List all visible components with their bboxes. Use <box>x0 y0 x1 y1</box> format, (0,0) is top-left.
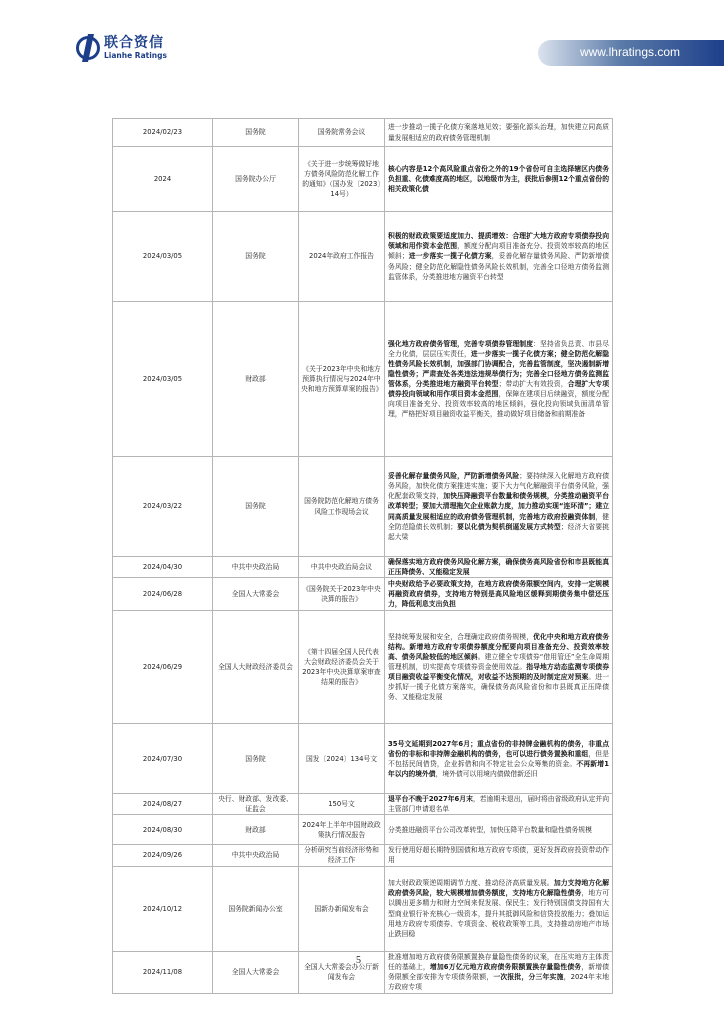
table-row <box>113 845 613 866</box>
date-cell: 2024/08/30 <box>113 815 213 845</box>
document-cell: 国新办新闻发布会 <box>299 866 385 951</box>
content-cell <box>385 794 613 815</box>
document-cell: 150号文 <box>299 794 385 815</box>
content-cell <box>385 866 613 951</box>
text: 。建立健全专项债券“借用管还”全生命周期管理机制，切实提高专项债券资金使用效益。 <box>388 653 610 672</box>
text: 。进一步抓好一揽子化债方案落实，确保债务高风险省份和市县既真正压降债务、又能稳定发展 <box>388 673 610 702</box>
table-row <box>113 815 613 845</box>
text: 坚持统筹发展和安全，合理确定政府债务规模， <box>388 632 534 641</box>
issuer-cell: 国务院新闻办公室 <box>213 866 299 951</box>
text: ，但是不包括民间借贷，企业拆借和向不特定社会公众筹集的资金。 <box>388 749 610 768</box>
issuer-cell: 国务院办公厅 <box>213 147 299 212</box>
issuer-cell: 全国人大常委会 <box>213 578 299 611</box>
content-cell <box>385 845 613 866</box>
bold-text: 指导地方动态监测专项债券项目融资收益平衡变化情况，对收益不达预期的及时制定应对预案 <box>388 663 610 682</box>
date-cell: 2024/08/27 <box>113 794 213 815</box>
content-cell <box>385 557 613 578</box>
text: ；带动扩大有效投资， <box>498 380 568 388</box>
table-row <box>113 724 613 794</box>
table-row <box>113 794 613 815</box>
text: 分类推进融资平台公司改革转型，加快压降平台数量和隐性债务规模 <box>388 825 592 834</box>
issuer-cell: 国务院 <box>213 457 299 557</box>
issuer-cell: 全国人大财政经济委员会 <box>213 611 299 724</box>
issuer-cell: 国务院 <box>213 212 299 302</box>
issuer-cell: 中共中央政治局 <box>213 845 299 866</box>
bold-text: 增加6万亿元地方政府债务限额置换存量隐性债务 <box>429 962 582 971</box>
page-number: 5 <box>356 955 361 966</box>
text: ，地方可以腾出更多精力和财力空间来促发展、保民生；发行特别国债支持国有大型商业银行补充核心一级资本，提升其抵御风险和信贷投放能力；叠加运用地方政府专项债券、专项资金、税收政策等工具，支持推动房地产市场止跌回稳 <box>388 889 610 938</box>
date-cell: 2024/02/23 <box>113 119 213 147</box>
text: ，2024年末地方政府专项 <box>388 973 610 992</box>
issuer-cell: 全国人大常委会 <box>213 951 299 993</box>
issuer-cell: 财政部 <box>213 302 299 457</box>
content-cell <box>385 611 613 724</box>
date-cell: 2024/06/29 <box>113 611 213 724</box>
text: 加大财政政策逆周期调节力度、推动经济高质量发展。 <box>388 879 554 888</box>
text: ，保障在建项目后续融资，额度分配向项目准备充分、投资效率较高的地区倾斜，强化投向领域负面清单管理，严格把好项目融资收益平衡关，推动做好项目储备和前期准备 <box>388 390 610 419</box>
content-cell <box>385 119 613 147</box>
bold-text: 进一步落实一揽子化债方案 <box>408 252 492 261</box>
document-cell: 分析研究当前经济形势和经济工作 <box>299 845 385 866</box>
date-cell: 2024/06/28 <box>113 578 213 611</box>
logo-name-cn: 联合资信 <box>104 35 164 51</box>
bold-text: 退平台不晚于2027年6月末 <box>388 795 473 804</box>
document-cell: 中共中央政治局会议 <box>299 557 385 578</box>
text: 批准增加地方政府债务限额置换存量隐性债务的议案，在压实地方主体责任的基础上， <box>388 952 609 971</box>
bold-text: 妥善化解存量债务风险，严防新增债务风险 <box>388 472 520 481</box>
table-row <box>113 951 613 993</box>
table-row <box>113 119 613 147</box>
content-cell <box>385 724 613 794</box>
table-row <box>113 866 613 951</box>
bold-text: 进一步落实一揽子化债方案；健全防范化解隐性债务风险长效机制，加强部门协调配合，完善监管制度，坚决遏制新增隐性债务；严肃查处各类违法违规举债行为；完善全口径地方债务监测监管体系，分类推进地方融资平台转型 <box>388 349 610 388</box>
issuer-cell: 财政部 <box>213 815 299 845</box>
date-cell: 2024/09/26 <box>113 845 213 866</box>
issuer-cell: 央行、财政部、发改委、证监会 <box>213 794 299 815</box>
bold-text: 确保落实地方政府债务风险化解方案，确保债务高风险省份和市县既能真正压降债务、又能稳定发展 <box>388 558 609 577</box>
text: ，健全防范隐债长效机制； <box>388 512 610 531</box>
date-cell: 2024/03/22 <box>113 457 213 557</box>
lianhe-logo-icon <box>76 36 100 60</box>
document-cell: 全国人大常委会办公厅新闻发布会 <box>299 951 385 993</box>
bold-text: 要以化债为契机倒逼发展方式转型 <box>457 522 561 531</box>
content-cell <box>385 302 613 457</box>
date-cell: 2024/03/05 <box>113 302 213 457</box>
document-cell: 《关于2023年中央和地方预算执行情况与2024年中央和地方预算草案的报告》 <box>299 302 385 457</box>
date-cell: 2024/04/30 <box>113 557 213 578</box>
document-cell: 《国务院关于2023年中央决算的报告》 <box>299 578 385 611</box>
table-row <box>113 557 613 578</box>
content-cell <box>385 951 613 993</box>
text: ；经济大省要挑起大梁 <box>388 522 610 541</box>
document-cell: 2024年政府工作报告 <box>299 212 385 302</box>
table-row <box>113 457 613 557</box>
issuer-cell: 国务院 <box>213 724 299 794</box>
content-cell <box>385 457 613 557</box>
content-cell <box>385 815 613 845</box>
bold-text: 优化中央和地方政府债务结构。新增地方政府专项债券额度分配要向项目准备充分、投资效率较高、债务风险较低的地区倾斜 <box>388 632 610 662</box>
website-banner <box>538 40 724 66</box>
text: 进一步推动一揽子化债方案落地见效；要强化源头治理，加快建立同高质量发展相适应的政府债务管理机制 <box>388 123 609 142</box>
page-header <box>0 0 724 80</box>
text: ，妥善化解存量债务风险、严防新增债务风险；健全防范化解隐性债务风险长效机制，完善全口径地方债务监测监管体系，分类推进地方融资平台转型 <box>388 252 610 281</box>
date-cell: 2024/11/08 <box>113 951 213 993</box>
text: ：坚持省负总责、市县尽全力化债，层层压实责任， <box>388 339 610 358</box>
bold-text: 加快压降融资平台数量和债务规模，分类推动融资平台改革转型；要加大清理拖欠企业账款力度，加力推动实现“连环清”；建立同高质量发展相适应的政府债务管理机制，完善地方政府投融资体制 <box>388 492 610 521</box>
date-cell: 2024/03/05 <box>113 212 213 302</box>
table-row <box>113 302 613 457</box>
bold-text: 一次报批，分三年实施 <box>493 973 564 982</box>
date-cell: 2024/10/12 <box>113 866 213 951</box>
policy-table <box>112 118 613 994</box>
bold-text: 35号文延期到2027年6月；重点省份的非持牌金融机构的债务，非重点省份的非标和非持牌金融机构的债务，也可以进行债务置换和重组 <box>388 739 609 758</box>
document-cell: 2024年上半年中国财政政策执行情况报告 <box>299 815 385 845</box>
date-cell: 2024 <box>113 147 213 212</box>
issuer-cell: 国务院 <box>213 119 299 147</box>
text: ；要持续深入化解地方政府债务风险，加快化债方案推进实施；要下大力气化解融资平台债务风险，强化配套政策支持， <box>388 472 610 501</box>
table-row <box>113 212 613 302</box>
lianhe-logo <box>76 36 167 60</box>
bold-text: 中央财政给予必要政策支持，在地方政府债务限额空间内，安排一定规模再融资政府债券，支持地方特别是高风险地区缓释到期债务集中偿还压力，降低利息支出负担 <box>388 580 609 609</box>
table-row <box>113 578 613 611</box>
text: ，境外债可以用境内债做借新还旧 <box>435 769 538 778</box>
content-cell <box>385 578 613 611</box>
bold-text: 合理扩大专项债券投向领域和用作项目资本金范围 <box>388 380 610 399</box>
bold-text: 积极的财政政策要适度加力、提质增效：合理扩大地方政府专项债券投向领域和用作资本金范围 <box>388 232 609 251</box>
issuer-cell: 中共中央政治局 <box>213 557 299 578</box>
document-cell: 国务院防范化解地方债务风险工作现场会议 <box>299 457 385 557</box>
date-cell: 2024/07/30 <box>113 724 213 794</box>
text: ，额度分配向项目准备充分、投资效率较高的地区倾斜； <box>388 242 610 261</box>
document-cell: 《第十四届全国人民代表大会财政经济委员会关于2023年中央决算草案审查结果的报告》 <box>299 611 385 724</box>
text: ，若逾期未退出，届时将由省级政府认定并向主管部门申请退名单 <box>388 795 609 814</box>
document-cell: 国务院常务会议 <box>299 119 385 147</box>
document-cell: 国发〔2024〕134号文 <box>299 724 385 794</box>
text: ，新增债务限额全部安排为专项债务限额， <box>388 962 610 982</box>
website-url: www.lhratings.com <box>579 45 680 59</box>
bold-text: 不再新增1年以内的境外债 <box>388 759 609 778</box>
bold-text: 强化地方政府债务管理，完善专项债券管理制度 <box>388 339 534 348</box>
bold-text: 核心内容是12个高风险重点省份之外的19个省份可自主选择辖区内债务负担重、化债难度高的地区，以地级市为主，获批后参照12个重点省份的相关政策化债 <box>388 164 609 194</box>
table-row <box>113 611 613 724</box>
text: 发行使用好超长期特别国债和地方政府专项债，更好发挥政府投资带动作用 <box>388 846 609 865</box>
content-cell <box>385 147 613 212</box>
table-row <box>113 147 613 212</box>
logo-name-en: Lianhe Ratings <box>104 51 167 60</box>
document-cell: 《关于进一步统筹做好地方债务风险防范化解工作的通知》（国办发〔2023〕14号） <box>299 147 385 212</box>
bold-text: 加力支持地方化解政府债务风险，较大规模增加债务额度，支持地方化解隐性债务 <box>388 879 610 898</box>
content-cell <box>385 212 613 302</box>
